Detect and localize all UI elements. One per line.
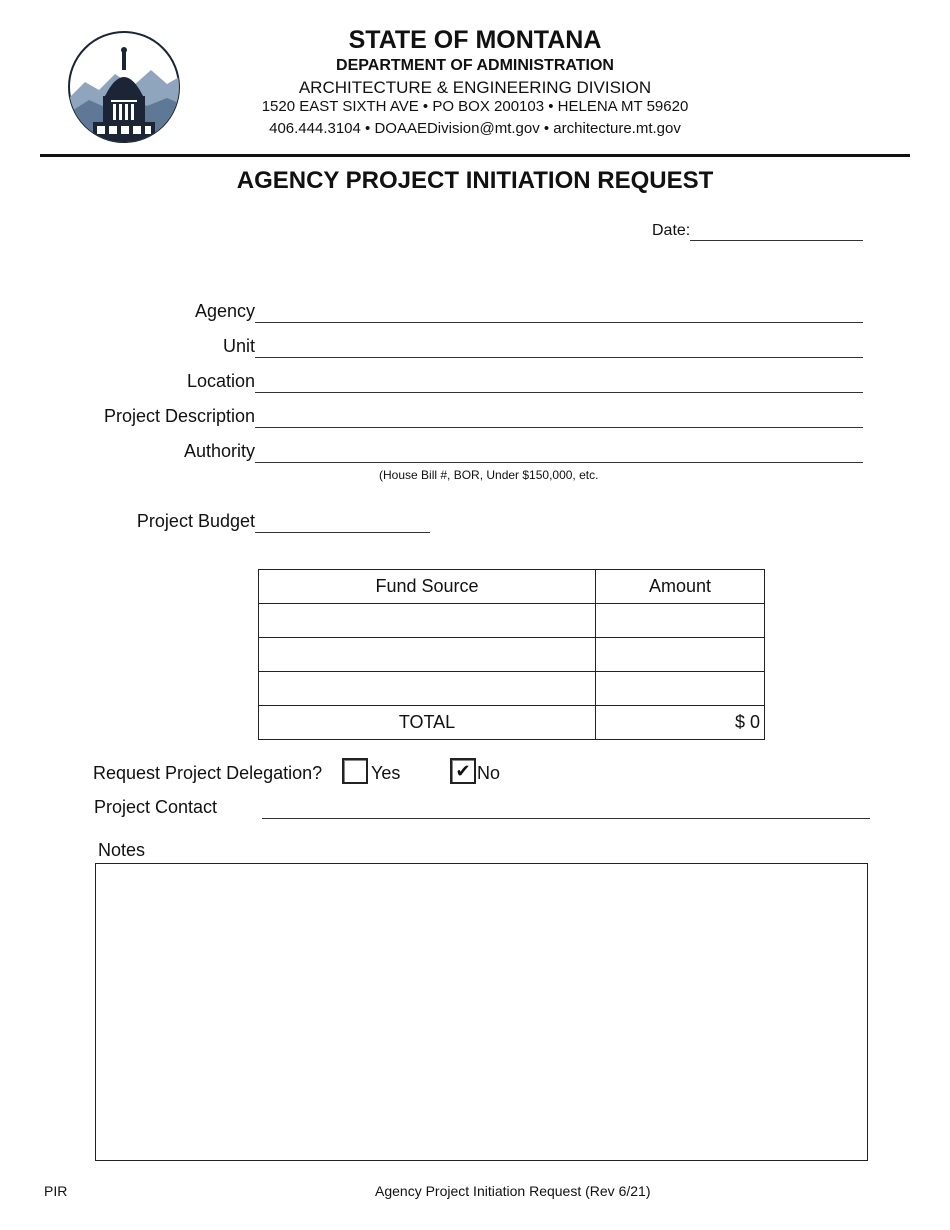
project-description-label: Project Description	[103, 406, 255, 426]
project-contact-label: Project Contact	[94, 797, 218, 817]
delegation-yes-label: Yes	[371, 763, 401, 783]
authority-hint: (House Bill #, BOR, Under $150,000, etc.	[379, 468, 599, 482]
delegation-no-label: No	[477, 763, 501, 783]
fund-source-cell[interactable]	[259, 638, 596, 672]
header-divider	[40, 154, 910, 157]
notes-label: Notes	[98, 840, 146, 860]
project-description-field[interactable]	[255, 427, 863, 428]
project-budget-field[interactable]	[255, 532, 430, 533]
state-seal-icon	[67, 30, 181, 144]
contact-line: 406.444.3104 • DOAAEDivision@mt.gov • architecture.mt.gov	[269, 120, 681, 137]
delegation-no-checkbox[interactable]: ✔	[450, 758, 476, 784]
unit-label: Unit	[222, 336, 255, 356]
date-label: Date:	[652, 222, 691, 239]
footer-title: Agency Project Initiation Request (Rev 6/21)	[375, 1183, 651, 1199]
project-contact-field[interactable]	[262, 818, 870, 819]
fund-source-cell[interactable]	[259, 672, 596, 706]
project-budget-label: Project Budget	[136, 511, 255, 531]
form-code: PIR	[44, 1183, 68, 1199]
notes-value	[96, 864, 867, 876]
state-name: STATE OF MONTANA	[348, 26, 602, 54]
amount-header: Amount	[596, 570, 765, 604]
delegation-question: Request Project Delegation?	[93, 763, 323, 783]
table-row	[259, 672, 765, 706]
total-amount: $ 0	[596, 706, 765, 740]
authority-field[interactable]	[255, 462, 863, 463]
table-total-row	[259, 706, 765, 740]
address-line: 1520 EAST SIXTH AVE • PO BOX 200103 • HELENA MT 59620	[261, 98, 689, 115]
location-field[interactable]	[255, 392, 863, 393]
division-name: ARCHITECTURE & ENGINEERING DIVISION	[298, 78, 652, 97]
authority-label: Authority	[183, 441, 255, 461]
amount-cell[interactable]	[596, 672, 765, 706]
form-title: AGENCY PROJECT INITIATION REQUEST	[236, 167, 714, 194]
table-row	[259, 638, 765, 672]
table-row	[259, 604, 765, 638]
agency-field[interactable]	[255, 322, 863, 323]
table-header-row	[259, 570, 765, 604]
notes-textarea[interactable]	[95, 863, 868, 1161]
unit-field[interactable]	[255, 357, 863, 358]
agency-label: Agency	[194, 301, 255, 321]
fund-source-header: Fund Source	[259, 570, 596, 604]
fund-source-cell[interactable]	[259, 604, 596, 638]
department-name: DEPARTMENT OF ADMINISTRATION	[336, 57, 614, 74]
amount-cell[interactable]	[596, 638, 765, 672]
delegation-yes-checkbox[interactable]	[342, 758, 368, 784]
location-label: Location	[186, 371, 255, 391]
date-field[interactable]	[690, 240, 863, 241]
fund-source-table	[258, 569, 765, 740]
amount-cell[interactable]	[596, 604, 765, 638]
total-label: TOTAL	[259, 706, 596, 740]
